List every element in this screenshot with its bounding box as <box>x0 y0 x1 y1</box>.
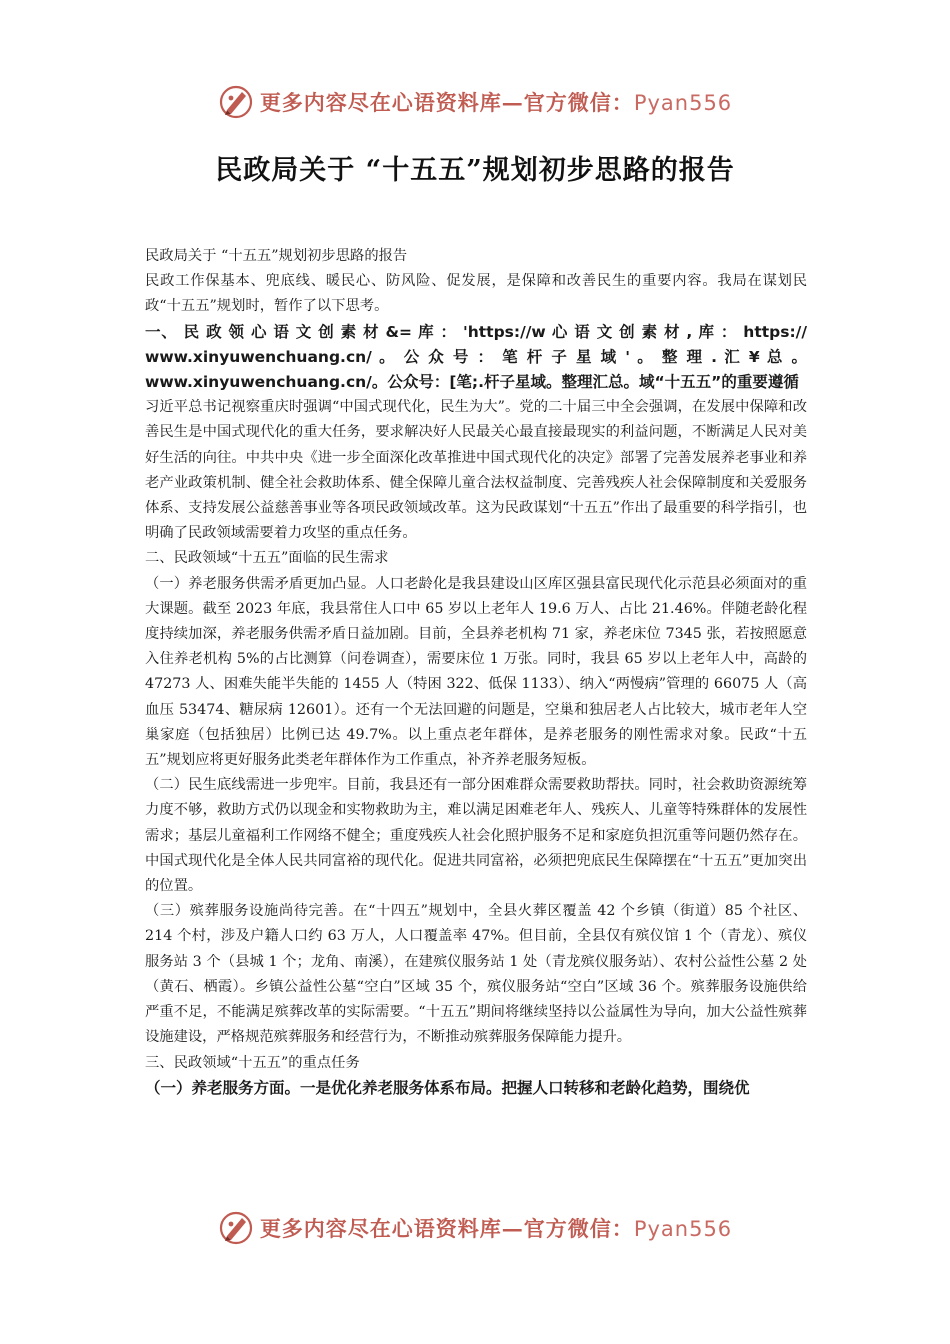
section-heading-2: 二、民政领域“十五五”面临的民生需求 <box>145 550 389 567</box>
paragraph-task-elderly: （一）养老服务方面。一是优化养老服务体系布局。把握人口转移和老龄化趋势，围绕优 <box>145 1078 750 1097</box>
wechat-id: Pyan556 <box>633 91 733 115</box>
paragraph-section-1: 习近平总书记视察重庆时强调“中国式现代化，民生为大”。党的二十届三中全会强调，在发展中保障和改善民生是中国式现代化的重大任务，要求解决好人民最关心最直接最现实的利益问题，不断满足人民对美好生活的向往。中共中央《进一步全面深化改革推进中国式现代化的决定》部署了完善发展养老事业和养老产业政策机制、健全社会救助体系、健全保障儿童合法权益制度、完善残疾人社会保障制度和关爱服务体系、支持发展公益慈善事业等各项民政领域改革。这为民政谋划“十五五”作出了最重要的科学指引，也明确了民政领域需要着力攻坚的重点任务。 <box>145 399 807 542</box>
paragraph-subtitle: 民政局关于 “十五五”规划初步思路的报告 <box>145 248 408 264</box>
wechat-id: Pyan556 <box>633 1217 733 1241</box>
banner-text: 更多内容尽在心语资料库—官方微信：Pyan556 <box>259 90 733 115</box>
footer-banner <box>0 1206 950 1250</box>
section-heading-1: 一、 民 政 领 心 语 文 创 素 材 &= 库 ： 'https://w 心 语 文 创 素 材 , 库 ： https:// www.xinyuwenchuang.cn/ 。 公 众 号 ： 笔 杆 子 星 域 ' 。 整 理 . 汇 ¥ 总 。 www.xinyuwenchuang.cn/。公众号：[笔;.杆子星域。整理汇总。域“十五五”的重要遵循 <box>145 322 807 392</box>
banner-text: 更多内容尽在心语资料库—官方微信：Pyan556 <box>259 1216 733 1241</box>
document-title: 民政局关于 “十五五”规划初步思路的报告 <box>215 155 735 186</box>
header-banner <box>0 80 950 124</box>
pen-logo-icon <box>218 84 254 120</box>
section-heading-3: 三、民政领域“十五五”的重点任务 <box>145 1054 360 1071</box>
paragraph-livelihood: （二）民生底线需进一步兜牢。目前，我县还有一部分困难群众需要救助帮扶。同时，社会救助资源统筹力度不够，救助方式仍以现金和实物救助为主，难以满足困难老年人、残疾人、儿童等特殊群体的发展性需求；基层儿童福利工作网络不健全；重度残疾人社会化照护服务不足和家庭负担沉重等问题仍然存在。中国式现代化是全体人民共同富裕的现代化。促进共同富裕，必须把兜底民生保障摆在“十五五”更加突出的位置。 <box>145 777 807 895</box>
paragraph-intro: 民政工作保基本、兜底线、暖民心、防风险、促发展，是保障和改善民生的重要内容。我局在谋划民政“十五五”规划时，暂作了以下思考。 <box>145 273 807 315</box>
paragraph-elderly-care: （一）养老服务供需矛盾更加凸显。人口老龄化是我县建设山区库区强县富民现代化示范县必须面对的重大课题。截至 2023 年底，我县常住人口中 65 岁以上老年人 19.6 万人、占比 21.46%。伴随老龄化程度持续加深，养老服务供需矛盾日益加剧。目前，全县养老机构 71 家，养老床位 7345 张，若按照愿意入住养老机构 5%的占比测算（问卷调查），需要床位 1 万张。同时，我县 65 岁以上老年人中，高龄的 47273 人、困难失能半失能的 1455 人（特困 322、低保 1133）、纳入“两慢病”管理的 66075 人（高血压 53474、糖尿病 12601）。还有一个无法回避的问题是，空巢和独居老人占比较大，城市老年人空巢家庭（包括独居）比例已达 49.7%。以上重点老年群体，是养老服务的刚性需求对象。民政“十五五”规划应将更好服务此类老年群体作为工作重点，补齐养老服务短板。 <box>145 575 807 769</box>
paragraph-funeral: （三）殡葬服务设施尚待完善。在“十四五”规划中，全县火葬区覆盖 42 个乡镇（街道）85 个社区、214 个村，涉及户籍人口约 63 万人，人口覆盖率 47%。但目前，全县仅有殡仪馆 1 个（青龙）、殡仪服务站 3 个（县城 1 个；龙角、南溪），在建殡仪服务站 1 处（青龙殡仪服务站）、农村公益性公墓 2 处（黄石、栖霞）。乡镇公益性公墓“空白”区域 35 个，殡仪服务站“空白”区域 36 个。殡葬服务设施供给严重不足，不能满足殡葬改革的实际需要。“十五五”期间将继续坚持以公益属性为导向，加大公益性殡葬设施建设，严格规范殡葬服务和经营行为，不断推动殡葬服务保障能力提升。 <box>145 903 807 1046</box>
document-body <box>145 244 807 1101</box>
pen-logo-icon <box>218 1210 254 1246</box>
